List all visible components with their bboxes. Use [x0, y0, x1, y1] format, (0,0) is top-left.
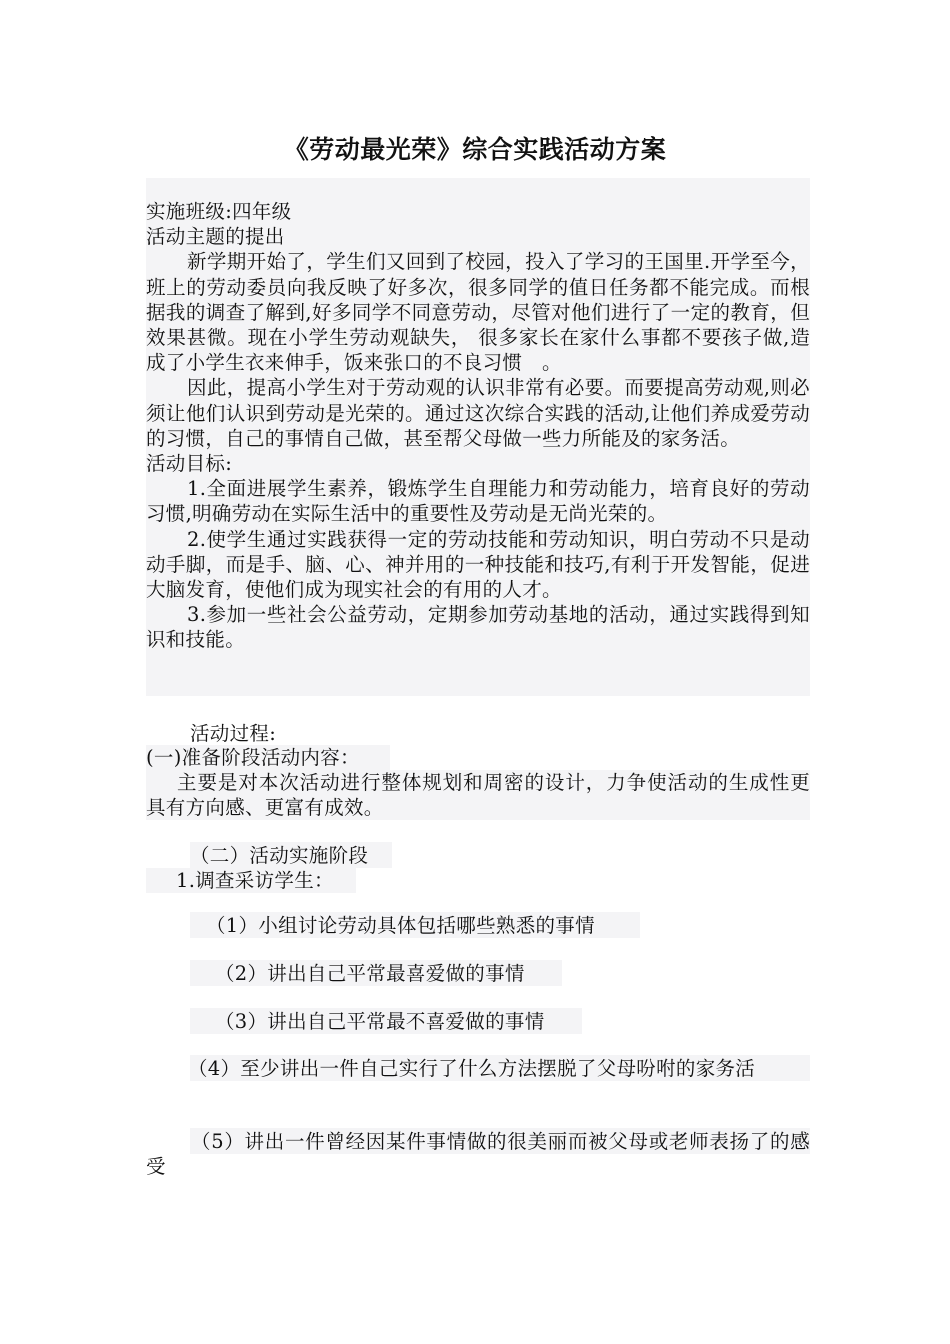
theme-paragraph-1: 新学期开始了，学生们又回到了校园，投入了学习的王国里.开学至今，班上的劳动委员向我反映了好多次，很多同学的值日任务都不能完成。而根据我的调查了解到,好多同学不同意劳动，尽管对他们进行了一定的教育，但效果甚微。现在小学生劳动观缺失， 很多家长在家什么事都不要孩子做,造成了小学生衣来伸手，饭来张口的不良习惯 。: [146, 250, 810, 375]
survey-item-5: （5）讲出一件曾经因某件事情做的很美丽而被父母或老师表扬了的感受: [146, 1130, 810, 1179]
process-heading: 活动过程:: [190, 722, 277, 745]
survey-heading: 1.调查采访学生：: [176, 869, 334, 892]
survey-item-3: （3）讲出自己平常最不喜爱做的事情: [215, 1010, 545, 1033]
class-line: 实施班级:四年级: [146, 200, 292, 223]
stage2-heading: （二）活动实施阶段: [190, 844, 369, 867]
survey-item-4: （4）至少讲出一件自己实行了什么方法摆脱了父母吩咐的家务活: [188, 1057, 756, 1080]
survey-item-2: （2）讲出自己平常最喜爱做的事情: [215, 962, 525, 985]
goals-heading: 活动目标:: [146, 452, 233, 476]
stage1-heading: (一)准备阶段活动内容：: [146, 746, 360, 769]
goal-2: 2.使学生通过实践获得一定的劳动技能和劳动知识，明白劳动不只是动动手脚，而是手、脑、心、神并用的一种技能和技巧,有利于开发智能，促进大脑发育，使他们成为现实社会的有用的人才。: [146, 527, 810, 602]
stage1-body: [146, 770, 810, 820]
stage1-body-text: 主要是对本次活动进行整体规划和周密的设计，力争使活动的生成性更具有方向感、更富有成效。: [146, 771, 810, 820]
theme-paragraph-2: 因此，提高小学生对于劳动观的认识非常有必要。而要提高劳动观,则必须让他们认识到劳动是光荣的。通过这次综合实践的活动,让他们养成爱劳动的习惯，自己的事情自己做，甚至帮父母做一些力所能及的家务活。: [146, 376, 810, 450]
survey-item-4-block: [146, 1056, 810, 1081]
document-title: 《劳动最光荣》综合实践活动方案: [283, 135, 667, 164]
theme-heading: 活动主题的提出: [146, 225, 285, 249]
survey-item-5-block: [146, 1129, 810, 1179]
intro-section: [146, 199, 810, 653]
goal-3: 3.参加一些社会公益劳动，定期参加劳动基地的活动，通过实践得到知识和技能。: [146, 603, 810, 652]
survey-item-1: （1）小组讨论劳动具体包括哪些熟悉的事情: [206, 914, 595, 937]
goal-1: 1.全面进展学生素养，锻炼学生自理能力和劳动能力，培育良好的劳动习惯,明确劳动在实际生活中的重要性及劳动是无尚光荣的。: [146, 477, 810, 526]
